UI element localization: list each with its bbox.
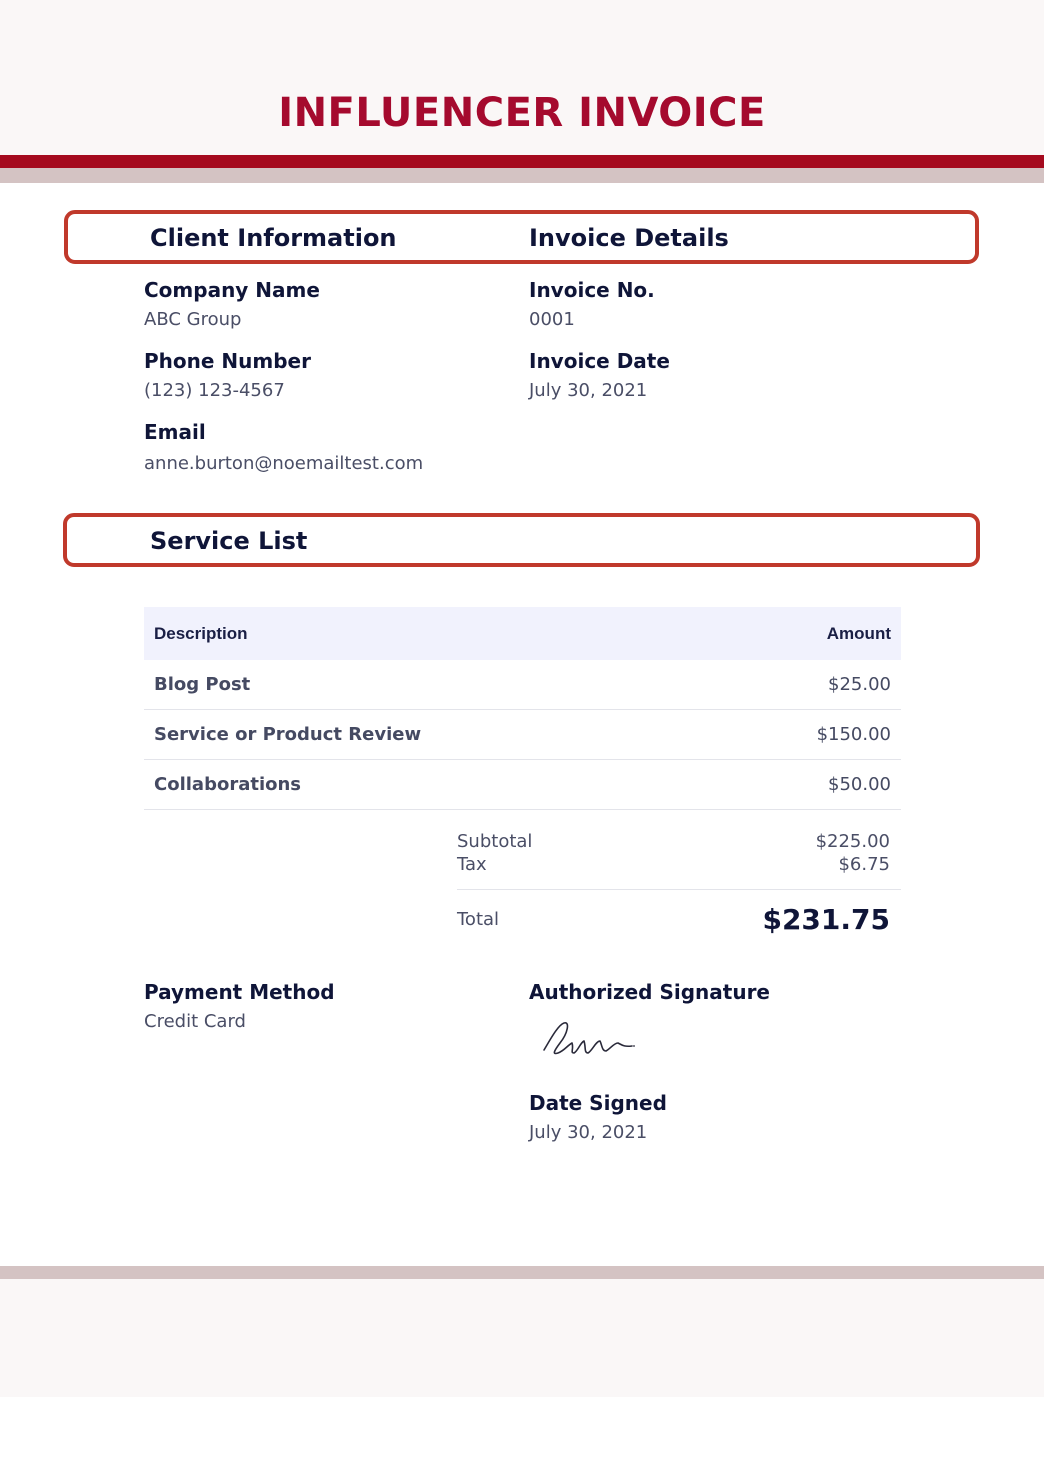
email-label: Email <box>144 420 206 444</box>
invoice-details-heading: Invoice Details <box>529 224 729 252</box>
total-value: $231.75 <box>762 903 890 936</box>
client-invoice-heading-box <box>64 210 979 264</box>
authorized-signature-label: Authorized Signature <box>529 980 770 1004</box>
service-amount: $150.00 <box>816 724 891 745</box>
payment-method-label: Payment Method <box>144 980 335 1004</box>
date-signed-label: Date Signed <box>529 1091 667 1115</box>
total-label: Total <box>457 909 500 930</box>
phone-number-value: (123) 123-4567 <box>144 380 285 401</box>
footer-gray-bar <box>0 1266 1044 1279</box>
footer-band <box>0 1279 1044 1397</box>
payment-method-value: Credit Card <box>144 1011 246 1032</box>
invoice-date-label: Invoice Date <box>529 349 670 373</box>
service-list-heading-box <box>63 513 980 567</box>
service-table <box>144 607 901 810</box>
client-information-heading: Client Information <box>150 224 397 252</box>
description-column-header: Description <box>154 623 248 643</box>
tax-value: $6.75 <box>838 854 890 875</box>
header-gray-bar <box>0 168 1044 183</box>
invoice-date-value: July 30, 2021 <box>529 380 648 401</box>
service-list-heading: Service List <box>150 527 308 555</box>
service-description: Service or Product Review <box>154 724 422 745</box>
handwritten-signature <box>540 1015 640 1060</box>
summary-divider <box>457 889 901 890</box>
service-table-header <box>144 607 901 660</box>
email-value: anne.burton@noemailtest.com <box>144 453 424 474</box>
service-amount: $50.00 <box>828 774 891 795</box>
table-row <box>144 710 901 760</box>
tax-label: Tax <box>457 854 487 875</box>
table-row <box>144 660 901 710</box>
amount-column-header: Amount <box>826 623 891 643</box>
subtotal-value: $225.00 <box>815 831 890 852</box>
header-accent-bar <box>0 155 1044 168</box>
invoice-title: INFLUENCER INVOICE <box>278 90 766 136</box>
service-description: Blog Post <box>154 674 251 695</box>
company-name-value: ABC Group <box>144 309 242 330</box>
service-amount: $25.00 <box>828 674 891 695</box>
service-description: Collaborations <box>154 774 302 795</box>
table-row <box>144 760 901 810</box>
date-signed-value: July 30, 2021 <box>529 1122 648 1143</box>
company-name-label: Company Name <box>144 278 320 302</box>
phone-number-label: Phone Number <box>144 349 311 373</box>
invoice-number-value: 0001 <box>529 309 575 330</box>
invoice-number-label: Invoice No. <box>529 278 655 302</box>
subtotal-label: Subtotal <box>457 831 533 852</box>
